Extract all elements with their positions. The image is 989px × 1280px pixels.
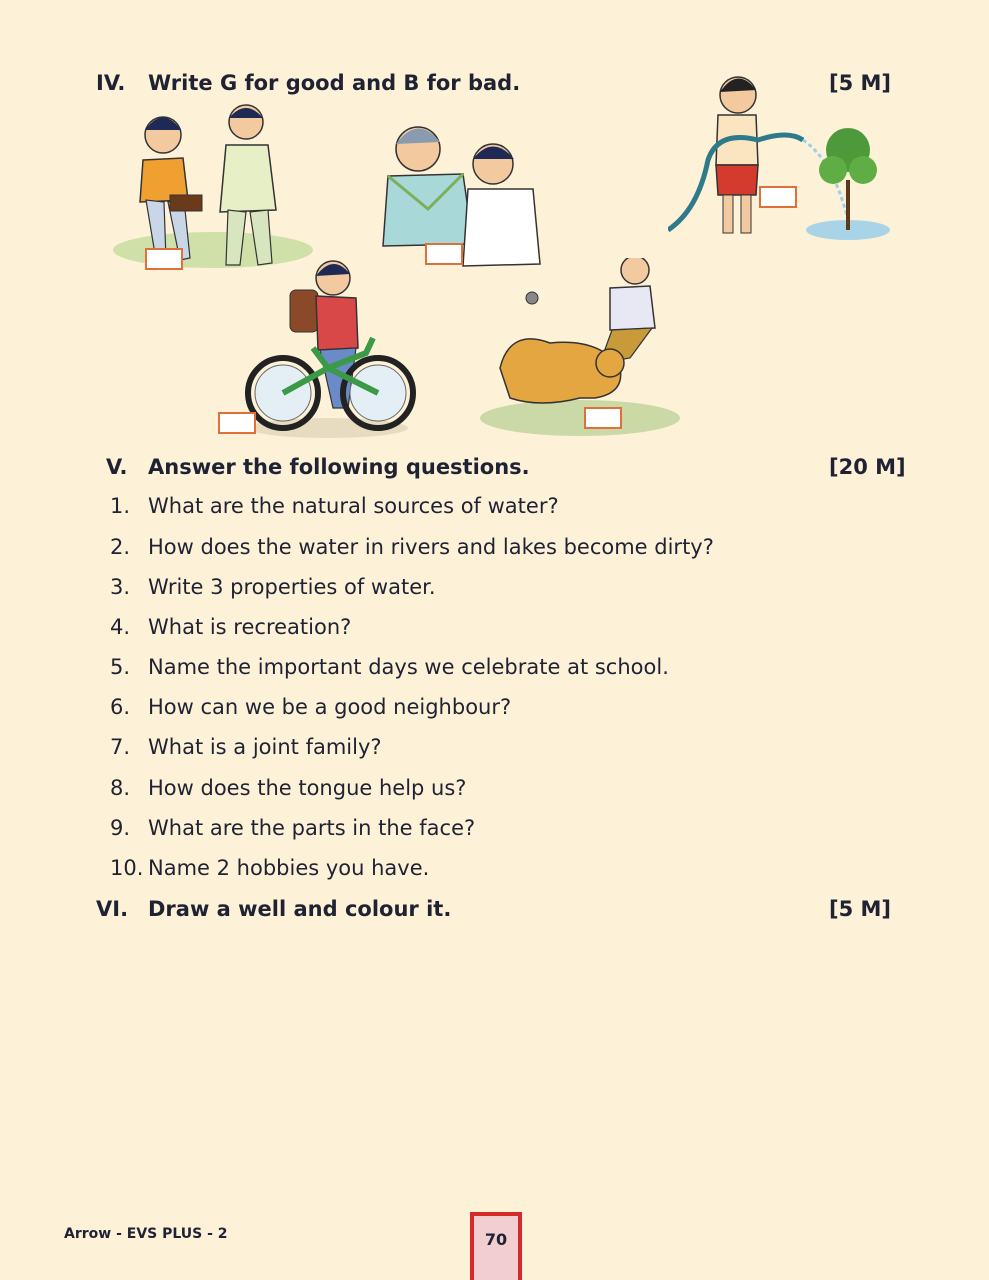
boys-walking-with-bag-illustration — [108, 100, 318, 270]
question-text: Name the important days we celebrate at school. — [148, 655, 669, 679]
boy-throwing-stone-at-dog-illustration — [470, 258, 680, 438]
section-vi-title: Draw a well and colour it. — [148, 897, 452, 921]
answer-box-2[interactable] — [425, 243, 463, 265]
section-v-marks: [20 M] — [829, 455, 906, 479]
section-v-title: Answer the following questions. — [148, 455, 530, 479]
question-text: What is a joint family? — [148, 735, 382, 759]
section-vi-marks: [5 M] — [829, 897, 892, 921]
question-number: 1. — [110, 494, 131, 518]
book-title: Arrow - EVS PLUS - 2 — [64, 1226, 228, 1242]
question-text: How does the water in rivers and lakes become dirty? — [148, 535, 714, 559]
question-text: What are the parts in the face? — [148, 816, 476, 840]
boy-riding-bicycle-illustration — [238, 258, 418, 440]
question-number: 4. — [110, 615, 131, 639]
answer-box-5[interactable] — [584, 407, 622, 429]
question-number: 10. — [110, 856, 144, 880]
section-iv-marks: [5 M] — [829, 71, 892, 95]
section-v-number: V. — [106, 455, 128, 479]
question-number: 7. — [110, 735, 131, 759]
page-number-box — [470, 1212, 522, 1280]
question-text: Write 3 properties of water. — [148, 575, 436, 599]
question-text: Name 2 hobbies you have. — [148, 856, 430, 880]
question-text: What is recreation? — [148, 615, 352, 639]
question-text: How can we be a good neighbour? — [148, 695, 512, 719]
question-number: 9. — [110, 816, 131, 840]
question-number: 8. — [110, 776, 131, 800]
question-text: What are the natural sources of water? — [148, 494, 559, 518]
answer-box-4[interactable] — [218, 412, 256, 434]
section-vi-number: VI. — [96, 897, 129, 921]
answer-box-3[interactable] — [759, 186, 797, 208]
question-text: How does the tongue help us? — [148, 776, 467, 800]
question-number: 2. — [110, 535, 131, 559]
question-number: 3. — [110, 575, 131, 599]
question-number: 5. — [110, 655, 131, 679]
question-number: 6. — [110, 695, 131, 719]
section-iv-number: IV. — [96, 71, 126, 95]
boy-watering-plant-illustration — [668, 70, 893, 245]
section-iv-title: Write G for good and B for bad. — [148, 71, 521, 95]
page-number: 70 — [484, 1230, 508, 1249]
answer-box-1[interactable] — [145, 248, 183, 270]
